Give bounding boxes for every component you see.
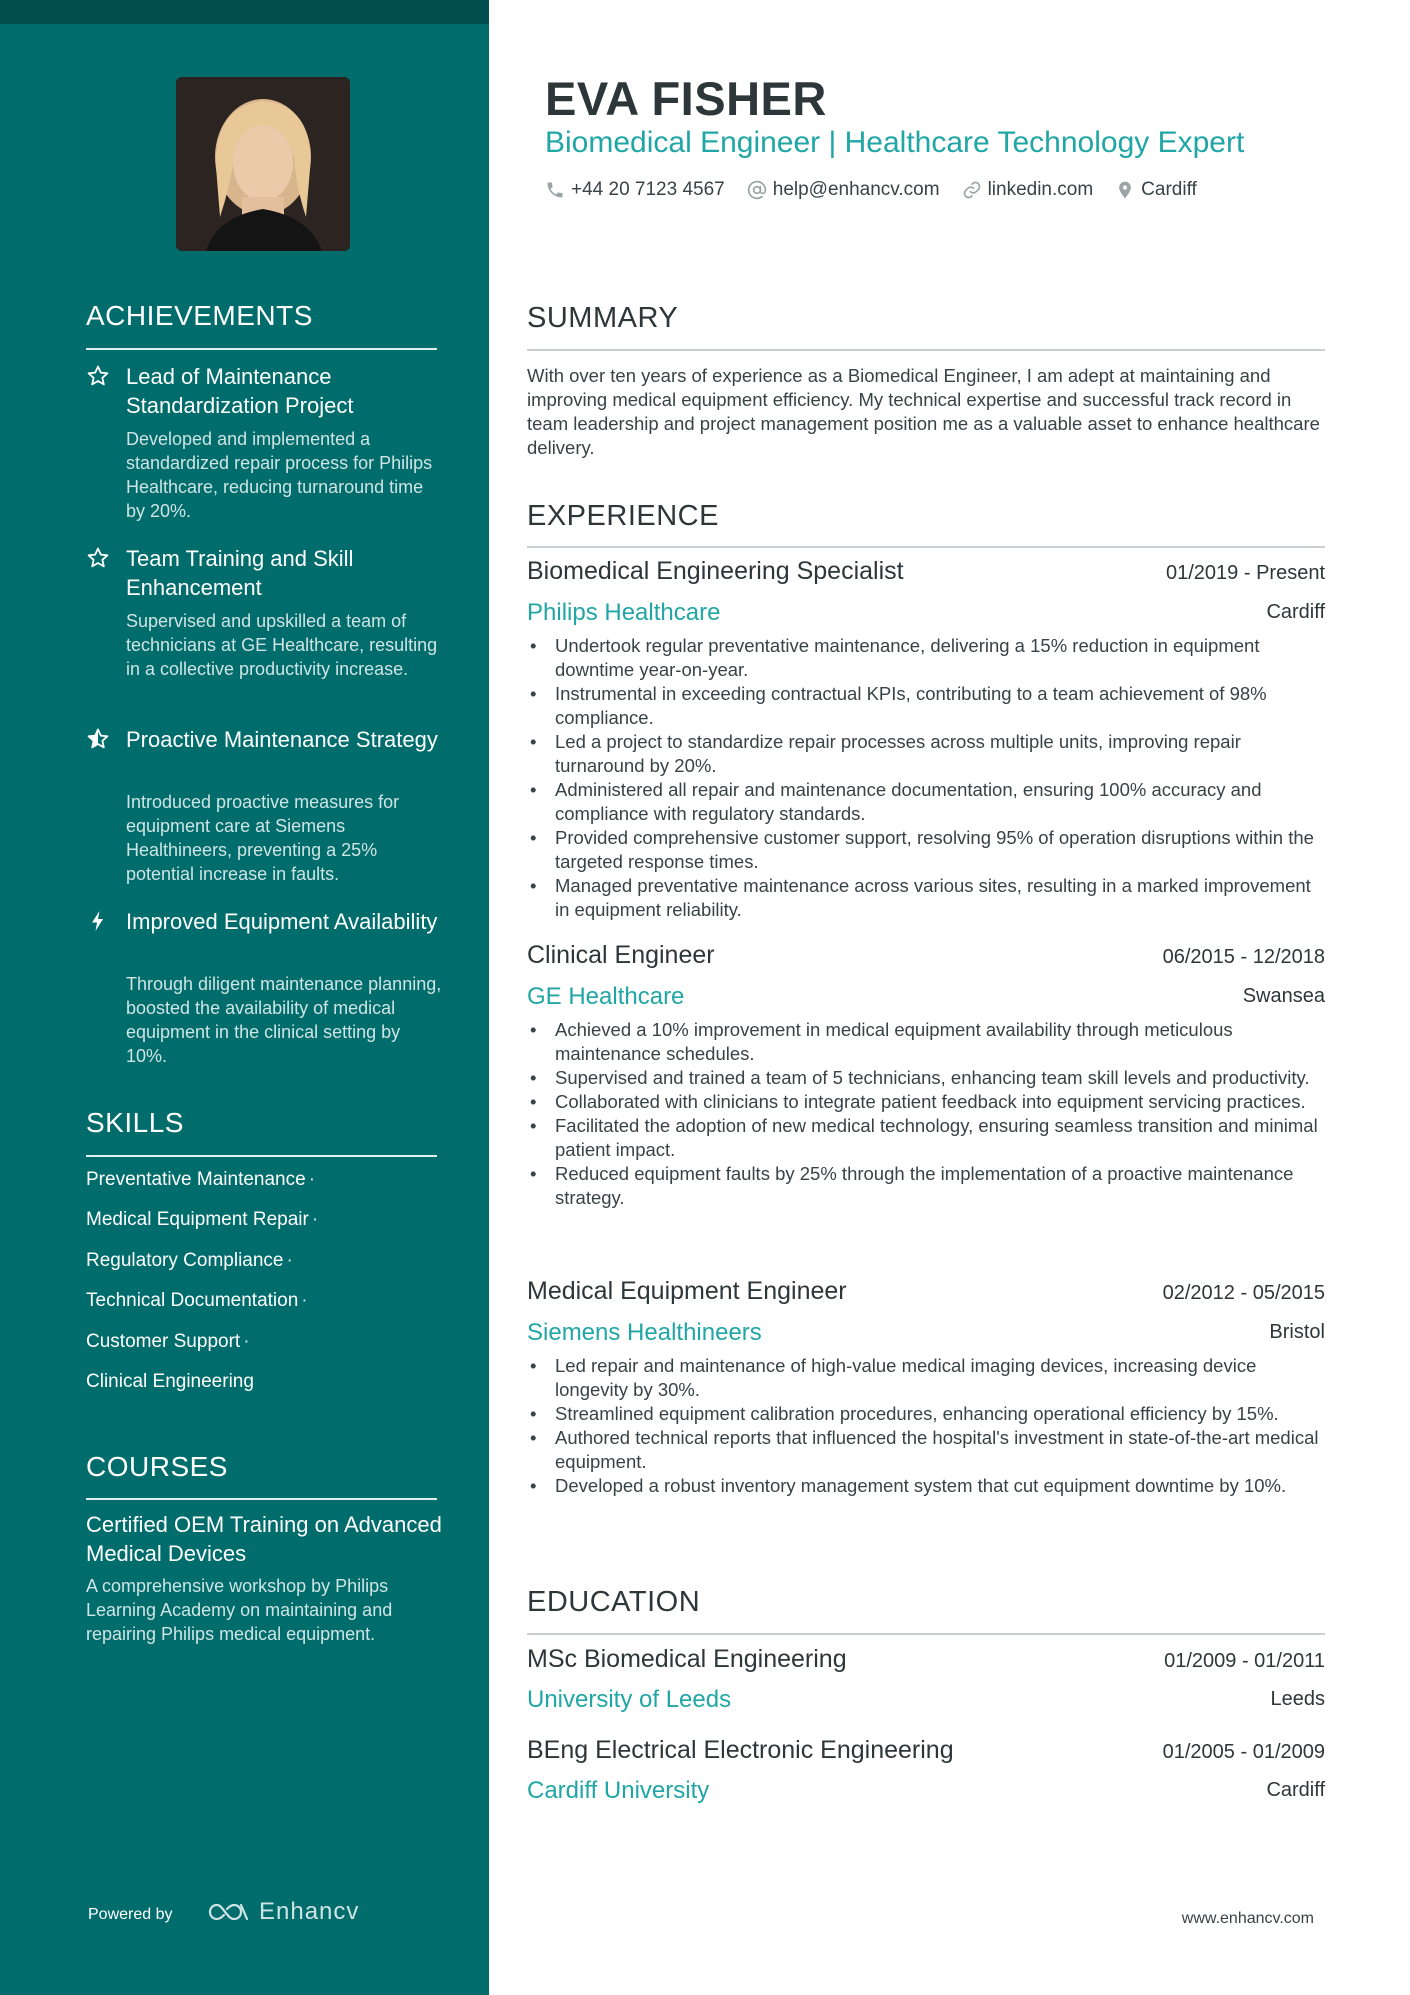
at-sign-icon <box>747 180 767 200</box>
bolt-icon <box>86 909 110 933</box>
enhancv-mark-icon <box>207 1900 251 1924</box>
achievement-desc: Developed and implemented a standardized repair process for Philips Healthcare, reducing turnaround time by 20%. <box>126 429 433 521</box>
achievement-desc: Supervised and upskilled a team of technicians at GE Healthcare, resulting in a collective productivity increase. <box>126 611 438 679</box>
job-bullet: • Supervised and trained a team of 5 technicians, enhancing team skill levels and productivity. <box>527 1066 1327 1090</box>
candidate-name: EVA FISHER <box>545 72 827 125</box>
job-title: Biomedical Engineering Specialist <box>527 557 904 585</box>
job-location: Swansea <box>1242 985 1325 1007</box>
course-title: Certified OEM Training on Advanced Medical Devices <box>86 1512 442 1566</box>
summary-divider <box>527 349 1325 351</box>
contact-linkedin[interactable]: linkedin.com <box>962 179 1094 201</box>
job-bullet: • Developed a robust inventory management system that cut equipment downtime by 10%. <box>527 1474 1327 1498</box>
job-bullets <box>527 1018 1327 1210</box>
edu-degree: BEng Electrical Electronic Engineering <box>527 1736 954 1764</box>
edu-dates: 01/2009 - 01/2011 <box>1164 1650 1325 1672</box>
contact-email[interactable]: help@enhancv.com <box>747 179 940 201</box>
contact-bar <box>545 179 1219 201</box>
job-bullets <box>527 1354 1327 1498</box>
achievement-title: Proactive Maintenance Strategy <box>126 727 438 752</box>
job-title: Medical Equipment Engineer <box>527 1277 847 1305</box>
job-company[interactable]: GE Healthcare <box>527 983 685 1010</box>
achievement-desc: Through diligent maintenance planning, boosted the availability of medical equipment in the clinical setting by 10%. <box>126 974 442 1066</box>
star-half-icon <box>86 727 110 751</box>
skills-heading: SKILLS <box>86 1107 184 1138</box>
job-bullet: • Streamlined equipment calibration procedures, enhancing operational efficiency by 15%. <box>527 1402 1327 1426</box>
edu-degree: MSc Biomedical Engineering <box>527 1645 847 1673</box>
sidebar <box>0 0 489 1995</box>
achievement-title: Lead of Maintenance Standardization Project <box>126 364 354 418</box>
skill-item: Customer Support · <box>86 1331 250 1352</box>
courses-divider <box>86 1498 437 1500</box>
job-location: Bristol <box>1269 1321 1325 1343</box>
star-outline-icon <box>86 364 110 388</box>
skill-item: Technical Documentation · <box>86 1290 308 1311</box>
job-dates: 02/2012 - 05/2015 <box>1162 1282 1325 1304</box>
enhancv-logo[interactable] <box>207 1898 359 1926</box>
job-bullet: • Led repair and maintenance of high-value medical imaging devices, increasing device longevity by 30%. <box>527 1354 1327 1402</box>
job-bullets <box>527 634 1327 922</box>
edu-school[interactable]: University of Leeds <box>527 1686 732 1713</box>
skill-item: Clinical Engineering <box>86 1371 254 1392</box>
job-company[interactable]: Philips Healthcare <box>527 599 721 626</box>
star-outline-icon <box>86 546 110 570</box>
achievement-title: Team Training and Skill Enhancement <box>126 546 354 600</box>
profile-photo <box>176 77 350 251</box>
job-bullet: • Authored technical reports that influenced the hospital's investment in state-of-the-art medical equipment. <box>527 1426 1327 1474</box>
job-bullet: • Collaborated with clinicians to integrate patient feedback into equipment servicing practices. <box>527 1090 1327 1114</box>
summary-heading: SUMMARY <box>527 302 679 334</box>
enhancv-wordmark: Enhancv <box>259 1898 360 1925</box>
map-pin-icon <box>1115 180 1135 200</box>
contact-phone[interactable]: +44 20 7123 4567 <box>545 179 725 201</box>
job-bullet: • Reduced equipment faults by 25% through the implementation of a proactive maintenance strategy. <box>527 1162 1327 1210</box>
education-heading: EDUCATION <box>527 1586 701 1618</box>
job-bullet: • Achieved a 10% improvement in medical equipment availability through meticulous maintenance schedules. <box>527 1018 1327 1066</box>
achievements-divider <box>86 348 437 350</box>
candidate-title: Biomedical Engineer | Healthcare Technology Expert <box>545 126 1245 159</box>
job-bullet: • Undertook regular preventative maintenance, delivering a 15% reduction in equipment downtime year-on-year. <box>527 634 1327 682</box>
skills-divider <box>86 1155 437 1157</box>
job-bullet: • Provided comprehensive customer support, resolving 95% of operation disruptions within the targeted response times. <box>527 826 1327 874</box>
achievement-title: Improved Equipment Availability <box>126 909 438 934</box>
edu-school[interactable]: Cardiff University <box>527 1777 710 1804</box>
education-divider <box>527 1633 1325 1635</box>
sidebar-top-band <box>0 0 489 24</box>
edu-location: Cardiff <box>1266 1779 1325 1801</box>
course-desc: A comprehensive workshop by Philips Learning Academy on maintaining and repairing Philips medical equipment. <box>86 1576 393 1644</box>
job-company[interactable]: Siemens Healthineers <box>527 1319 762 1346</box>
experience-heading: EXPERIENCE <box>527 500 719 532</box>
edu-location: Leeds <box>1270 1688 1325 1710</box>
link-icon <box>962 180 982 200</box>
contact-location: Cardiff <box>1115 179 1197 201</box>
achievement-desc: Introduced proactive measures for equipment care at Siemens Healthineers, preventing a 25% potential increase in faults. <box>126 792 400 884</box>
job-dates: 06/2015 - 12/2018 <box>1162 946 1325 968</box>
job-location: Cardiff <box>1266 601 1325 623</box>
job-bullet: • Instrumental in exceeding contractual KPIs, contributing to a team achievement of 98% compliance. <box>527 682 1327 730</box>
achievements-heading: ACHIEVEMENTS <box>86 300 313 331</box>
experience-divider <box>527 546 1325 548</box>
edu-dates: 01/2005 - 01/2009 <box>1162 1741 1325 1763</box>
skill-item: Medical Equipment Repair · <box>86 1209 319 1230</box>
job-bullet: • Led a project to standardize repair processes across multiple units, improving repair turnaround by 20%. <box>527 730 1327 778</box>
courses-heading: COURSES <box>86 1451 228 1482</box>
summary-text: With over ten years of experience as a Biomedical Engineer, I am adept at maintaining and improving medical equipment efficiency. My technical expertise and successful track record in team leadership and project management position me as a valuable asset to enhance healthcare delivery. <box>527 365 1320 458</box>
phone-icon <box>545 180 565 200</box>
skill-item: Regulatory Compliance · <box>86 1250 293 1271</box>
powered-by-label: Powered by <box>88 1906 173 1923</box>
footer-site-link[interactable]: www.enhancv.com <box>1181 1910 1314 1927</box>
job-bullet: • Facilitated the adoption of new medical technology, ensuring seamless transition and minimal patient impact. <box>527 1114 1327 1162</box>
job-title: Clinical Engineer <box>527 941 715 969</box>
skill-item: Preventative Maintenance · <box>86 1169 316 1190</box>
job-bullet: • Managed preventative maintenance across various sites, resulting in a marked improvement in equipment reliability. <box>527 874 1327 922</box>
job-dates: 01/2019 - Present <box>1166 562 1325 584</box>
job-bullet: • Administered all repair and maintenance documentation, ensuring 100% accuracy and compliance with regulatory standards. <box>527 778 1327 826</box>
